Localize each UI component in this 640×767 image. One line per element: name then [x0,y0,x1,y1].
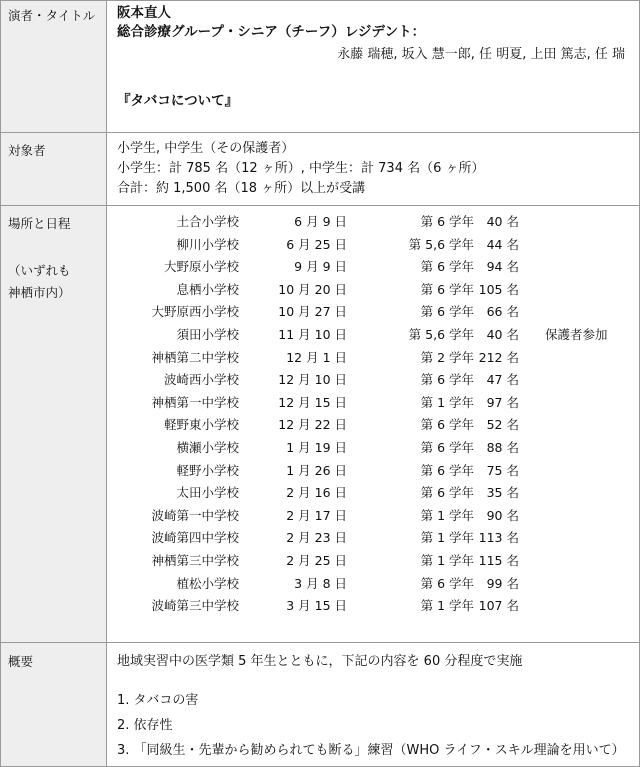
schedule-date: 10 月 20 日 [278,281,347,297]
schedule-count: 94 名 [486,259,519,275]
schedule-grade: 第 6 学年 [420,575,474,591]
schedule-grade: 第 6 学年 [420,214,474,229]
schedule-date: 9 月 9 日 [294,259,347,275]
schedule-school: 息栖小学校 [176,281,239,297]
presenter-label: 演者・タイトル [8,8,96,23]
schedule-row [107,527,639,550]
schedule-school: 波崎第一中学校 [151,507,239,523]
schedule-grade: 第 6 学年 [420,259,474,275]
schedule-date: 3 月 8 日 [294,575,347,591]
schedule-label: 場所と日程 [8,216,71,231]
summary-item: 2. 依存性 [117,718,173,733]
schedule-school: 土合小学校 [176,214,239,229]
schedule-grade: 第 6 学年 [420,281,474,297]
schedule-school: 太田小学校 [176,485,239,501]
schedule-row [107,573,639,596]
schedule-row [107,414,639,437]
schedule-date: 6 月 25 日 [286,236,347,252]
audience-line: 合計：約 1,500 名（18 ヶ所）以上が受講 [117,181,366,196]
audience-line: 小学生, 中学生（その保護者） [117,141,295,156]
schedule-grade: 第 1 学年 [420,394,474,410]
schedule-count: 113 名 [478,530,519,546]
audience-label: 対象者 [8,143,46,158]
schedule-date: 3 月 15 日 [286,598,347,614]
schedule-school: 大野原西小学校 [151,304,239,320]
summary-intro: 地域実習中の医学類 5 年生とともに，下記の内容を 60 分程度で実施 [117,654,523,669]
schedule-school: 神栖第二中学校 [151,349,239,365]
schedule-grade: 第 1 学年 [420,553,474,568]
schedule-count: 44 名 [486,236,519,252]
schedule-school: 波崎西小学校 [163,372,239,388]
schedule-school: 神栖第一中学校 [151,394,239,410]
schedule-sublabel: 神栖市内） [8,285,71,300]
schedule-school: 軽野東小学校 [163,417,239,433]
schedule-date: 12 月 22 日 [278,417,347,433]
schedule-date: 2 月 16 日 [286,485,347,501]
schedule-count: 105 名 [478,281,519,297]
schedule-count: 90 名 [486,507,519,523]
schedule-row [107,324,639,347]
schedule-row [107,347,639,370]
schedule-count: 66 名 [486,304,519,320]
schedule-grade: 第 6 学年 [420,304,474,320]
schedule-grade: 第 1 学年 [420,507,474,523]
schedule-count: 40 名 [486,214,519,229]
schedule-count: 47 名 [486,372,519,388]
schedule-school: 柳川小学校 [176,236,239,252]
schedule-school: 神栖第三中学校 [151,553,239,568]
schedule-count: 52 名 [486,417,519,433]
summary-item: 3. 「同級生・先輩から勧められても断る」練習（WHO ライフ・スキル理論を用いて） [117,743,625,758]
presenter-role: 総合診療グループ・シニア（チーフ）レジデント： [117,24,426,40]
schedule-grade: 第 6 学年 [420,372,474,388]
schedule-grade: 第 5,6 学年 [408,236,474,252]
schedule-count: 212 名 [478,349,519,365]
schedule-date: 11 月 10 日 [278,327,347,342]
schedule-date: 6 月 9 日 [294,214,347,229]
schedule-date: 12 月 1 日 [286,349,347,365]
schedule-grade: 第 5,6 学年 [408,327,474,342]
schedule-count: 97 名 [486,394,519,410]
row-divider [1,132,639,133]
summary-item: 1. タバコの害 [117,693,199,708]
schedule-grade: 第 6 学年 [420,485,474,501]
schedule-row [107,211,639,234]
schedule-row [107,369,639,392]
schedule-row [107,234,639,257]
schedule-row [107,256,639,279]
schedule-row [107,550,639,573]
schedule-school: 植松小学校 [176,575,239,591]
schedule-date: 10 月 27 日 [278,304,347,320]
schedule-grade: 第 1 学年 [420,530,474,546]
schedule-row [107,505,639,528]
schedule-row [107,279,639,302]
lecture-title: 『タバコについて』 [117,93,239,109]
presenter-name: 阪本直人 [117,5,171,21]
schedule-grade: 第 6 学年 [420,417,474,433]
schedule-sublabel: （いずれも [8,263,71,278]
schedule-count: 107 名 [478,598,519,614]
summary-label: 概要 [8,654,34,669]
schedule-count: 88 名 [486,440,519,455]
schedule-date: 12 月 10 日 [278,372,347,388]
row-divider [1,642,639,643]
schedule-row [107,460,639,483]
audience-line: 小学生：計 785 名（12 ヶ所）, 中学生：計 734 名（6 ヶ所） [117,161,485,176]
schedule-school: 大野原小学校 [163,259,239,275]
schedule-school: 波崎第三中学校 [151,598,239,614]
schedule-count: 99 名 [486,575,519,591]
row-divider [1,205,639,206]
schedule-grade: 第 1 学年 [420,598,474,614]
schedule-school: 軽野小学校 [176,462,239,478]
schedule-count: 40 名 [486,327,519,342]
schedule-date: 1 月 26 日 [286,462,347,478]
schedule-row [107,437,639,460]
schedule-date: 2 月 17 日 [286,507,347,523]
schedule-count: 115 名 [478,553,519,568]
schedule-date: 12 月 15 日 [278,394,347,410]
schedule-grade: 第 2 学年 [420,349,474,365]
schedule-date: 1 月 19 日 [286,440,347,455]
schedule-count: 75 名 [486,462,519,478]
schedule-date: 2 月 25 日 [286,553,347,568]
schedule-date: 2 月 23 日 [286,530,347,546]
resident-names: 永藤 瑞穂, 坂入 慧一郎, 任 明夏, 上田 篤志, 任 瑞 [337,47,625,62]
schedule-note: 保護者参加 [545,327,608,342]
schedule-row [107,392,639,415]
schedule-count: 35 名 [486,485,519,501]
schedule-grade: 第 6 学年 [420,462,474,478]
schedule-school: 須田小学校 [176,327,239,342]
schedule-school: 波崎第四中学校 [151,530,239,546]
schedule-row [107,482,639,505]
schedule-row [107,595,639,618]
schedule-school: 横瀬小学校 [176,440,239,455]
schedule-grade: 第 6 学年 [420,440,474,455]
schedule-row [107,301,639,324]
